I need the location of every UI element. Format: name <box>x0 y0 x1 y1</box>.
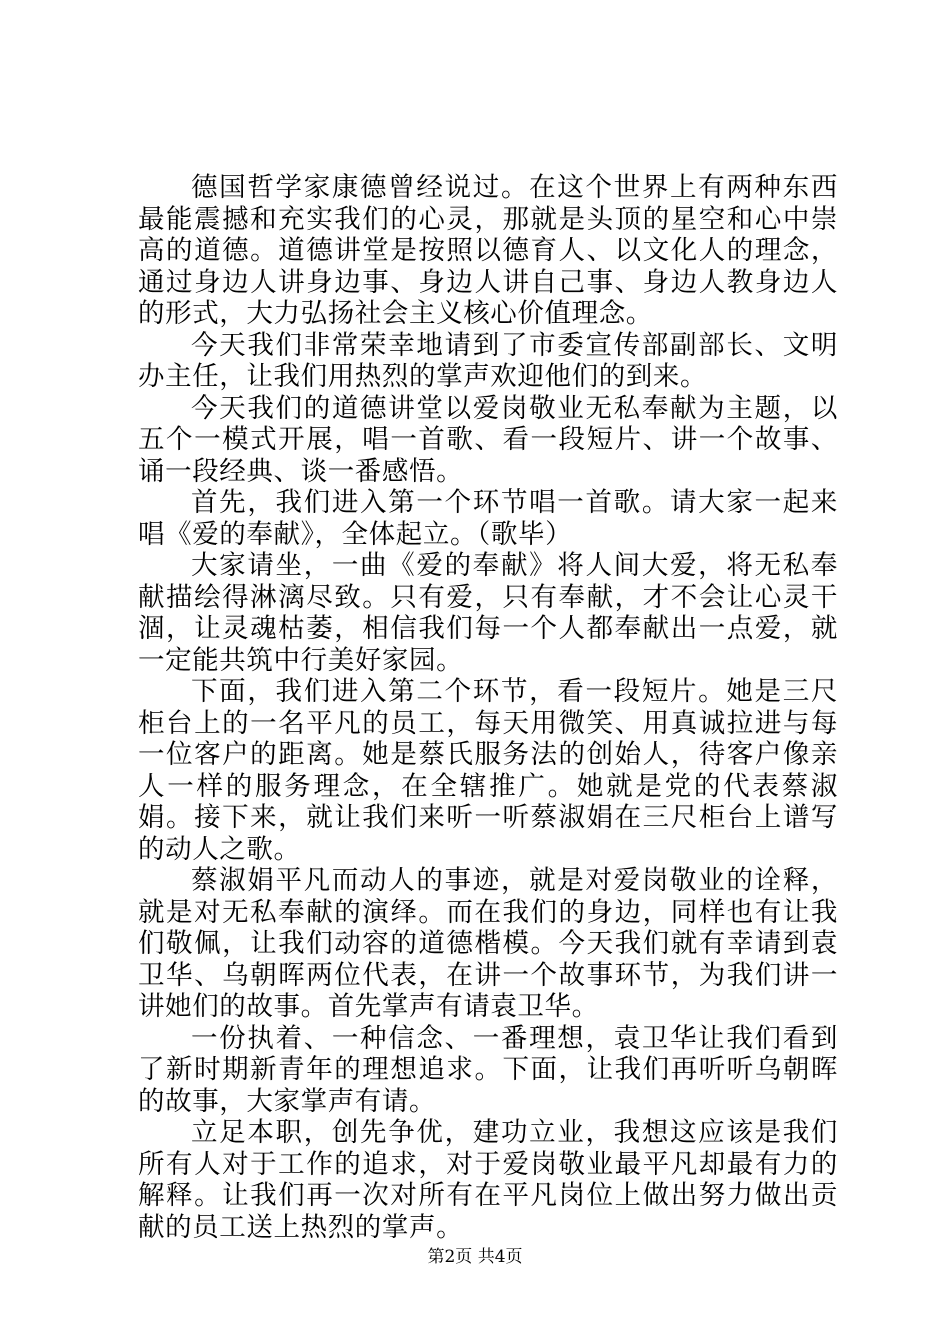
paragraph-6: 下面，我们进入第二个环节，看一段短片。她是三尺柜台上的一名平凡的员工，每天用微笑、用真诚拉进与每一位客户的距离。她是蔡氏服务法的创始人，待客户像亲人一样的服务理念，在全辖推广。她就是党的代表蔡淑娟。接下来，就让我们来听一听蔡淑娟在三尺柜台上谱写的动人之歌。 <box>138 676 838 865</box>
paragraph-3: 今天我们的道德讲堂以爱岗敬业无私奉献为主题，以五个一模式开展，唱一首歌、看一段短片、讲一个故事、诵一段经典、谈一番感悟。 <box>138 392 838 487</box>
paragraph-8: 一份执着、一种信念、一番理想，袁卫华让我们看到了新时期新青年的理想追求。下面，让我们再听听乌朝晖的故事，大家掌声有请。 <box>138 1022 838 1117</box>
page-number-footer: 第2页 共4页 <box>427 1247 523 1267</box>
paragraph-1: 德国哲学家康德曾经说过。在这个世界上有两种东西最能震撼和充实我们的心灵，那就是头顶的星空和心中崇高的道德。道德讲堂是按照以德育人、以文化人的理念，通过身边人讲身边事、身边人讲自己事、身边人教身边人的形式，大力弘扬社会主义核心价值理念。 <box>138 172 838 329</box>
paragraph-2: 今天我们非常荣幸地请到了市委宣传部副部长、文明办主任，让我们用热烈的掌声欢迎他们的到来。 <box>138 329 838 392</box>
paragraph-7: 蔡淑娟平凡而动人的事迹，就是对爱岗敬业的诠释，就是对无私奉献的演绎。而在我们的身边，同样也有让我们敬佩，让我们动容的道德楷模。今天我们就有幸请到袁卫华、乌朝晖两位代表，在讲一个故事环节，为我们讲一讲她们的故事。首先掌声有请袁卫华。 <box>138 865 838 1022</box>
paragraph-9: 立足本职，创先争优，建功立业，我想这应该是我们所有人对于工作的追求，对于爱岗敬业最平凡却最有力的解释。让我们再一次对所有在平凡岗位上做出努力做出贡献的员工送上热烈的掌声。 <box>138 1117 838 1243</box>
paragraph-4: 首先，我们进入第一个环节唱一首歌。请大家一起来唱《爱的奉献》，全体起立。（歌毕） <box>138 487 838 550</box>
document-body <box>138 172 838 1243</box>
paragraph-5: 大家请坐，一曲《爱的奉献》将人间大爱，将无私奉献描绘得淋漓尽致。只有爱，只有奉献，才不会让心灵干涸，让灵魂枯萎，相信我们每一个人都奉献出一点爱，就一定能共筑中行美好家园。 <box>138 550 838 676</box>
